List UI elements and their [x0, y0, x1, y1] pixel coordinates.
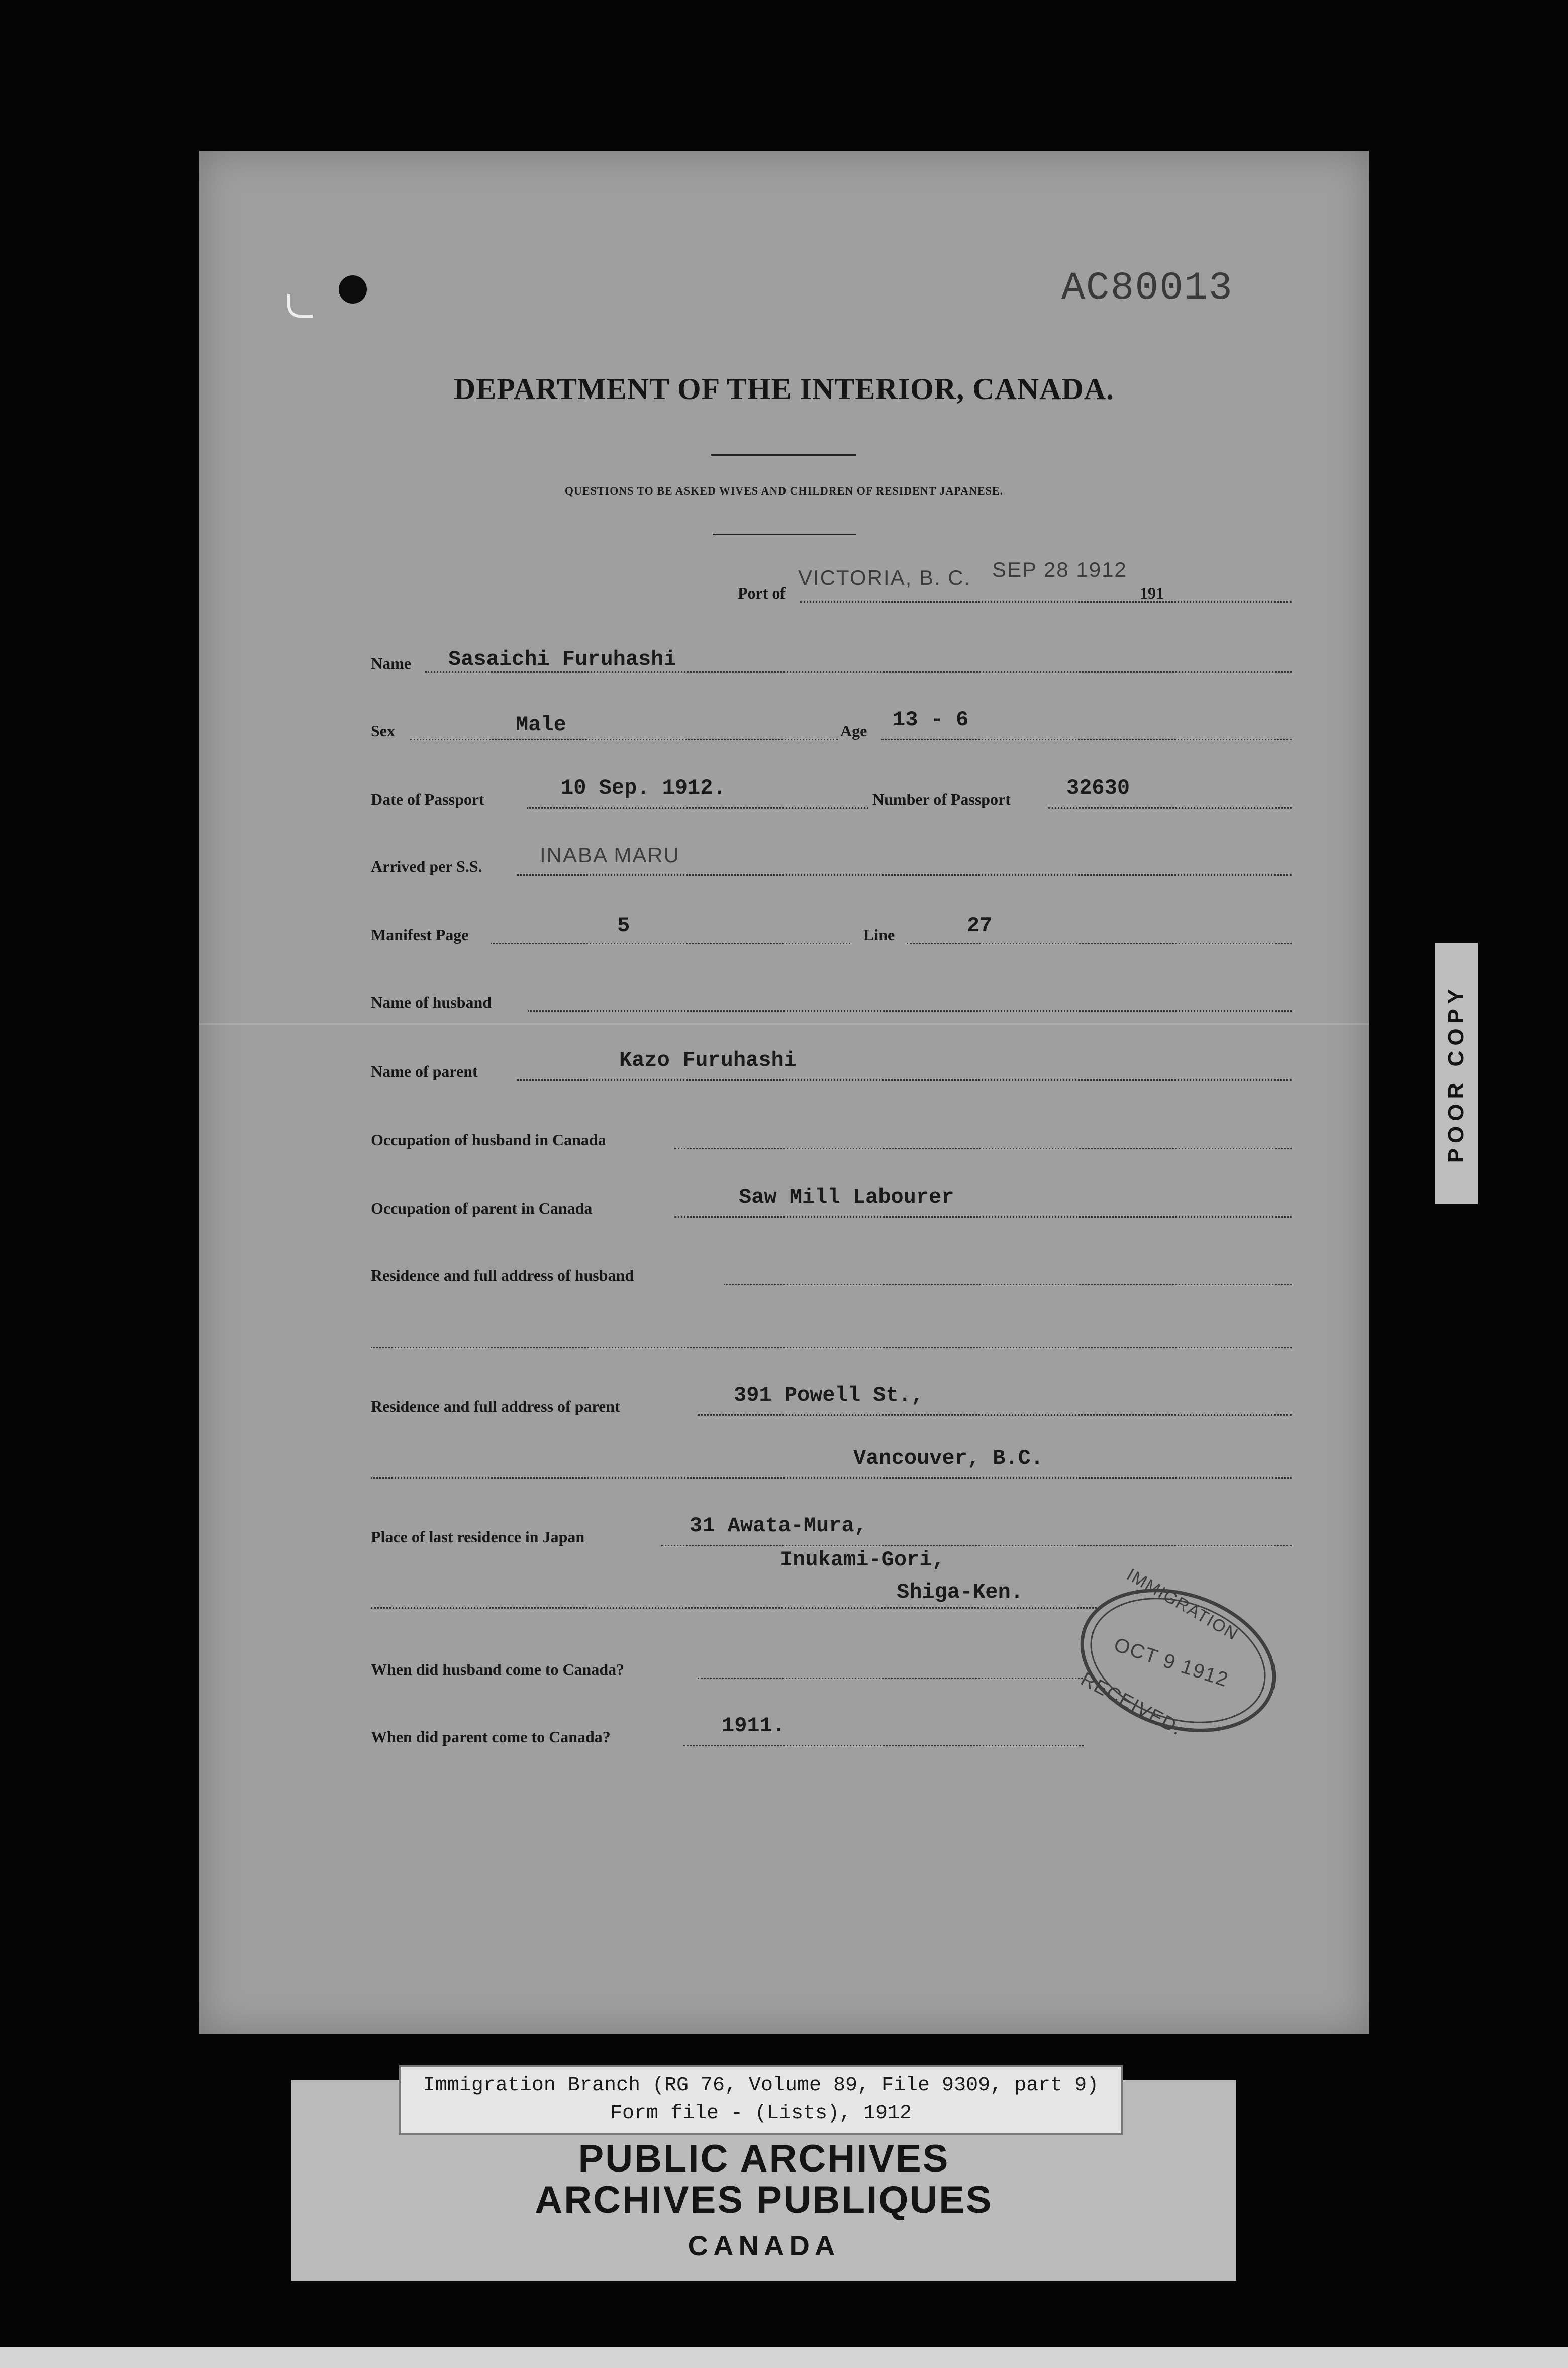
film-edge	[0, 2347, 1568, 2368]
punch-mark	[287, 294, 313, 318]
husband-occupation-line	[674, 1148, 1292, 1149]
age-value: 13 - 6	[893, 708, 969, 732]
age-label: Age	[840, 722, 867, 740]
manifest-page-label: Manifest Page	[371, 926, 469, 944]
passport-date-label: Date of Passport	[371, 790, 484, 808]
parent-occupation-label: Occupation of parent in Canada	[371, 1199, 593, 1217]
parent-arrival-value: 1911.	[722, 1714, 786, 1738]
archive-title-english: PUBLIC ARCHIVES	[578, 2137, 950, 2180]
punch-hole	[339, 275, 367, 304]
parent-name-value: Kazo Furuhashi	[619, 1048, 797, 1072]
department-title: DEPARTMENT OF THE INTERIOR, CANADA.	[453, 372, 1115, 406]
parent-occupation-value: Saw Mill Labourer	[739, 1185, 954, 1209]
passport-number-line	[1048, 807, 1292, 809]
parent-arrival-label: When did parent come to Canada?	[371, 1728, 611, 1746]
line-label: Line	[863, 926, 895, 944]
last-residence-line-1	[661, 1545, 1292, 1546]
archive-title-french: ARCHIVES PUBLIQUES	[535, 2179, 993, 2221]
name-line	[425, 671, 1292, 673]
husband-name-label: Name of husband	[371, 993, 492, 1011]
line-line	[907, 943, 1292, 944]
parent-occupation-line	[674, 1216, 1292, 1218]
poor-copy-tab	[1435, 943, 1478, 1204]
husband-address-line-2	[371, 1347, 1292, 1348]
port-date-stamp: SEP 28 1912	[992, 558, 1127, 581]
name-value: Sasaichi Furuhashi	[448, 647, 676, 671]
arrived-per-line	[517, 874, 1292, 876]
husband-occupation-label: Occupation of husband in Canada	[371, 1131, 606, 1149]
last-residence-label: Place of last residence in Japan	[371, 1528, 585, 1546]
title-rule	[711, 454, 856, 456]
last-residence-value-3: Shiga-Ken.	[897, 1580, 1024, 1604]
passport-number-value: 32630	[1066, 776, 1130, 800]
port-label: Port of	[738, 584, 786, 602]
parent-address-label: Residence and full address of parent	[371, 1397, 620, 1415]
sex-value: Male	[516, 713, 566, 737]
parent-arrival-line	[683, 1745, 1084, 1746]
last-residence-value-2: Inukami-Gori,	[780, 1548, 945, 1572]
husband-address-line-1	[724, 1284, 1292, 1285]
received-stamp-top: IMMIGRATION	[1123, 1565, 1242, 1644]
passport-date-line	[527, 807, 868, 809]
arrived-per-value: INABA MARU	[540, 843, 680, 867]
received-stamp-bottom: RECEIVED.	[1077, 1668, 1186, 1740]
name-label: Name	[371, 654, 411, 672]
husband-name-line	[528, 1010, 1292, 1012]
sex-label: Sex	[371, 722, 395, 740]
archive-reference-line-1: Immigration Branch (RG 76, Volume 89, File 9309, part 9)	[423, 2074, 1099, 2097]
arrived-per-label: Arrived per S.S.	[371, 857, 482, 875]
page-fold	[199, 1023, 1369, 1025]
manifest-page-line	[491, 943, 850, 944]
form-subtitle: QUESTIONS TO BE ASKED WIVES AND CHILDREN OF RESIDENT JAPANESE.	[564, 484, 1004, 497]
received-stamp-date: OCT 9 1912	[1111, 1633, 1232, 1692]
port-value: VICTORIA, B. C.	[798, 566, 971, 589]
husband-address-label: Residence and full address of husband	[371, 1266, 634, 1285]
archive-reference-line-2: Form file - (Lists), 1912	[610, 2102, 912, 2125]
last-residence-line-2	[371, 1607, 1100, 1609]
parent-name-label: Name of parent	[371, 1062, 478, 1080]
passport-number-label: Number of Passport	[872, 790, 1011, 808]
husband-arrival-line	[698, 1678, 1083, 1679]
manifest-page-value: 5	[617, 914, 630, 938]
port-year-suffix: 191	[1140, 584, 1164, 602]
archive-reference-label	[399, 2065, 1123, 2135]
parent-address-line-2	[371, 1477, 1292, 1479]
age-line	[881, 739, 1292, 740]
line-value: 27	[967, 914, 993, 938]
husband-arrival-label: When did husband come to Canada?	[371, 1660, 625, 1679]
parent-address-value-1: 391 Powell St.,	[734, 1383, 924, 1407]
form-page	[199, 151, 1369, 2034]
parent-name-line	[517, 1079, 1292, 1081]
sex-line	[410, 739, 838, 740]
poor-copy-label: POOR COPY	[1444, 983, 1468, 1163]
parent-address-line-1	[698, 1414, 1292, 1416]
subtitle-rule	[713, 534, 856, 535]
port-line	[800, 601, 1292, 603]
archive-country: CANADA	[688, 2230, 840, 2261]
file-number: AC80013	[1061, 266, 1233, 311]
last-residence-value-1: 31 Awata-Mura,	[690, 1514, 867, 1538]
passport-date-value: 10 Sep. 1912.	[561, 776, 726, 800]
parent-address-value-2: Vancouver, B.C.	[853, 1446, 1044, 1470]
